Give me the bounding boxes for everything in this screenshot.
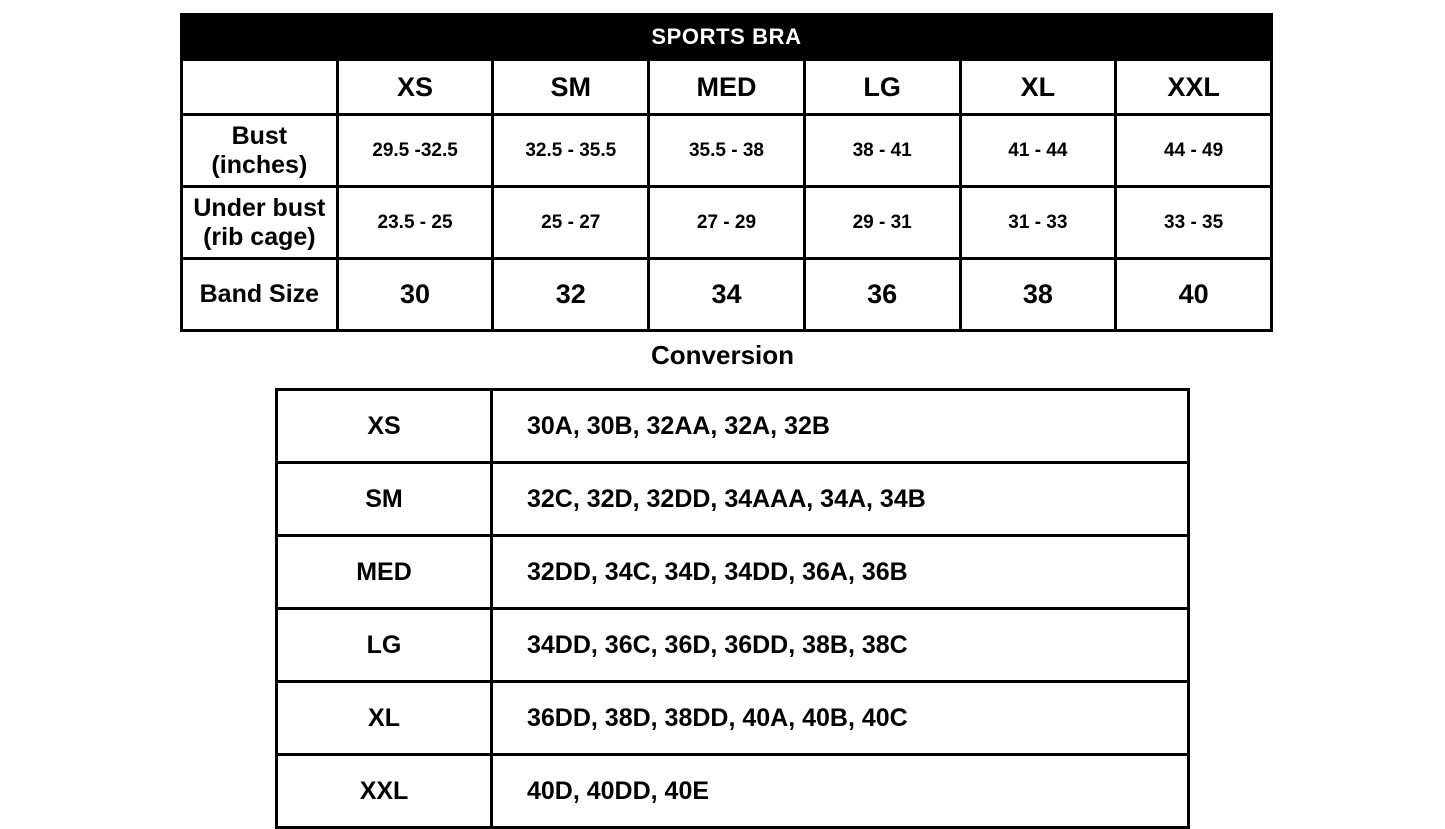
cell-under-xxl: 33 - 35: [1116, 187, 1272, 259]
table-row: [277, 609, 1189, 682]
table-row: [182, 115, 1272, 187]
cell-under-lg: 29 - 31: [804, 187, 960, 259]
conversion-bras-xs: 30A, 30B, 32AA, 32A, 32B: [492, 390, 1189, 463]
cell-under-xs: 23.5 - 25: [337, 187, 493, 259]
conversion-size-xs: XS: [277, 390, 492, 463]
table-row: [277, 463, 1189, 536]
size-table-container: [180, 13, 1273, 332]
conversion-size-sm: SM: [277, 463, 492, 536]
size-table-title-row: [182, 15, 1272, 60]
conversion-size-xxl: XXL: [277, 755, 492, 828]
table-row: [277, 390, 1189, 463]
column-header-xs: XS: [337, 60, 493, 115]
column-header-sm: SM: [493, 60, 649, 115]
table-row: [182, 259, 1272, 331]
cell-bust-sm: 32.5 - 35.5: [493, 115, 649, 187]
column-header-xxl: XXL: [1116, 60, 1272, 115]
cell-under-sm: 25 - 27: [493, 187, 649, 259]
cell-bust-xl: 41 - 44: [960, 115, 1116, 187]
conversion-size-med: MED: [277, 536, 492, 609]
size-table-title: SPORTS BRA: [182, 15, 1272, 60]
cell-bust-med: 35.5 - 38: [649, 115, 805, 187]
header-blank-cell: [182, 60, 338, 115]
conversion-bras-xxl: 40D, 40DD, 40E: [492, 755, 1189, 828]
table-row: [277, 755, 1189, 828]
cell-under-xl: 31 - 33: [960, 187, 1116, 259]
size-table-header-row: [182, 60, 1272, 115]
conversion-table: [275, 388, 1190, 829]
conversion-size-lg: LG: [277, 609, 492, 682]
cell-band-xs: 30: [337, 259, 493, 331]
table-row: [277, 682, 1189, 755]
row-label-bust: Bust (inches): [182, 115, 338, 187]
table-row: [277, 536, 1189, 609]
conversion-heading: Conversion: [650, 340, 795, 370]
cell-bust-xxl: 44 - 49: [1116, 115, 1272, 187]
column-header-xl: XL: [960, 60, 1116, 115]
cell-under-med: 27 - 29: [649, 187, 805, 259]
size-table: [180, 13, 1273, 332]
cell-band-sm: 32: [493, 259, 649, 331]
conversion-bras-xl: 36DD, 38D, 38DD, 40A, 40B, 40C: [492, 682, 1189, 755]
conversion-bras-lg: 34DD, 36C, 36D, 36DD, 38B, 38C: [492, 609, 1189, 682]
cell-bust-xs: 29.5 -32.5: [337, 115, 493, 187]
conversion-table-container: [275, 388, 1190, 829]
conversion-size-xl: XL: [277, 682, 492, 755]
cell-band-xl: 38: [960, 259, 1116, 331]
row-label-under-bust: Under bust (rib cage): [182, 187, 338, 259]
cell-band-xxl: 40: [1116, 259, 1272, 331]
cell-band-med: 34: [649, 259, 805, 331]
conversion-bras-sm: 32C, 32D, 32DD, 34AAA, 34A, 34B: [492, 463, 1189, 536]
table-row: [182, 187, 1272, 259]
cell-bust-lg: 38 - 41: [804, 115, 960, 187]
row-label-band-size: Band Size: [182, 259, 338, 331]
column-header-med: MED: [649, 60, 805, 115]
conversion-bras-med: 32DD, 34C, 34D, 34DD, 36A, 36B: [492, 536, 1189, 609]
cell-band-lg: 36: [804, 259, 960, 331]
column-header-lg: LG: [804, 60, 960, 115]
